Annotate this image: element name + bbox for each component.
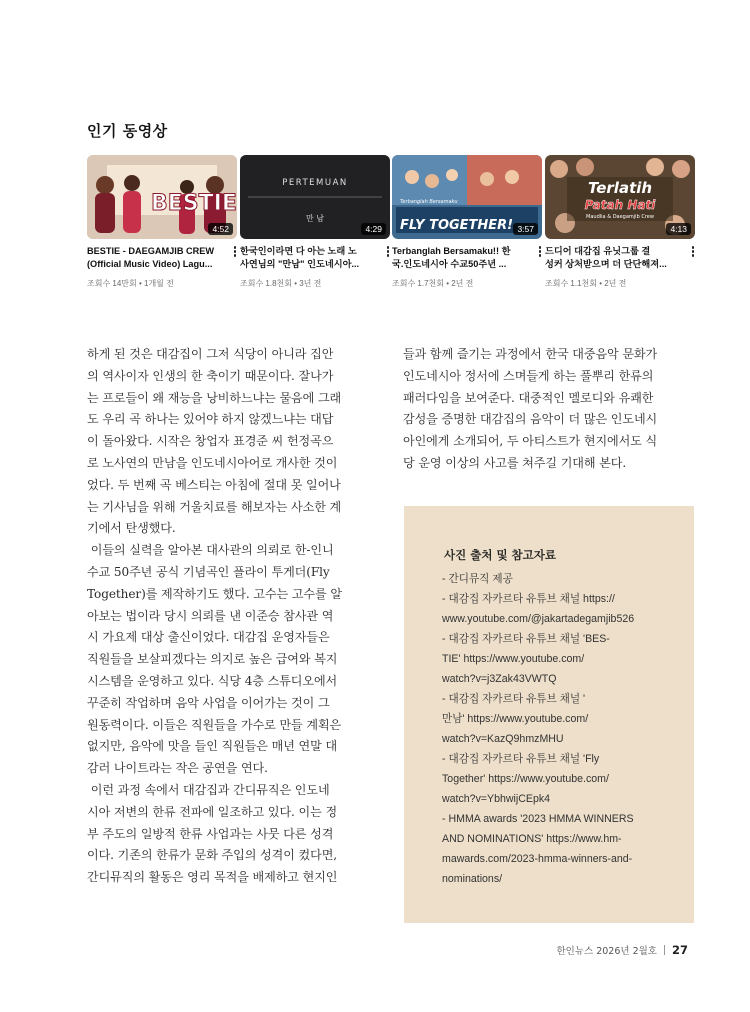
video-meta: 조회수 1.8천회 • 3년 전 xyxy=(240,279,322,288)
svg-text:BESTIE: BESTIE xyxy=(151,191,237,216)
article-column-right xyxy=(403,344,695,475)
more-vert-icon[interactable] xyxy=(233,246,237,258)
reference-link[interactable]: watch?v=KazQ9hmzMHU xyxy=(442,733,564,745)
svg-text:Terlatih: Terlatih xyxy=(587,179,653,197)
publication-name: 한인뉴스 2026년 2월호 xyxy=(556,946,657,957)
video-card[interactable] xyxy=(392,155,542,289)
page-footer xyxy=(556,943,688,957)
svg-text:FLY TOGETHER!: FLY TOGETHER! xyxy=(400,218,514,233)
body-text-line: 는 프로들이 왜 재능을 낭비하느냐는 물음에 그래 xyxy=(87,390,342,405)
reference-link[interactable]: 만남' https://www.youtube.com/ xyxy=(442,713,589,725)
body-text-line: 시스템을 운영하고 있다. 식당 4층 스튜디오에서 xyxy=(87,673,338,688)
body-text-line: Together)를 제작하기도 했다. 고수는 고수를 알 xyxy=(87,586,342,601)
body-text-line: 수교 50주년 공식 기념곡인 플라이 투게더(Fly xyxy=(87,564,330,579)
references-title: 사진 출처 및 참고자료 xyxy=(444,548,556,562)
reference-link[interactable]: Together' https://www.youtube.com/ xyxy=(442,773,609,785)
video-card[interactable] xyxy=(240,155,390,289)
reference-line: - 대감집 자카르타 유튜브 채널 'BES- xyxy=(442,633,610,645)
body-text-line: 로 노사연의 만남을 인도네시아어로 개사한 것이 xyxy=(87,455,338,470)
body-text-line: 하게 된 것은 대감집이 그저 식당이 아니라 집안 xyxy=(87,347,334,361)
reference-line: - 대감집 자카르타 유튜브 채널 ' xyxy=(442,693,586,705)
more-vert-icon[interactable] xyxy=(538,246,542,258)
duration-badge: 3:57 xyxy=(513,223,538,235)
svg-text:만 남: 만 남 xyxy=(306,214,324,223)
reference-link[interactable]: www.youtube.com/@jakartadegamjib526 xyxy=(442,613,635,625)
more-vert-icon[interactable] xyxy=(386,246,390,258)
section-title: 인기 동영상 xyxy=(87,122,168,140)
video-card[interactable] xyxy=(545,155,695,289)
video-title[interactable]: Terbanglah Bersamaku!! 한 국.인도네시아 수교50주년 ... xyxy=(392,246,511,269)
video-thumbnail[interactable] xyxy=(545,155,695,239)
reference-line: - 대감집 자카르타 유튜브 채널 'Fly xyxy=(442,753,600,765)
reference-line: - 대감집 자카르타 유튜브 채널 https:// xyxy=(442,593,615,605)
body-text-line: 없지만, 음악에 맛을 들인 직원들은 매년 연말 대 xyxy=(87,739,338,754)
body-text-line: 패러다임을 보여준다. 대중적인 멜로디와 유쾌한 xyxy=(403,390,654,405)
body-text-line: 시아 저변의 한류 전파에 일조하고 있다. 이는 정 xyxy=(87,804,338,819)
body-text-line: 이런 과정 속에서 대감집과 간디뮤직은 인도네 xyxy=(87,782,330,797)
reference-link[interactable]: mawards.com/2023-hmma-winners-and- xyxy=(442,853,633,865)
body-text-line: 부 주도의 일방적 한류 사업과는 사뭇 다른 성격 xyxy=(87,826,334,841)
body-text-line: 아인에게 소개되어, 두 아티스트가 현지에서도 식 xyxy=(403,434,658,449)
body-text-line: 인도네시아 정서에 스며들게 하는 풀뿌리 한류의 xyxy=(403,368,654,383)
body-text-line: 도 우리 곡 하나는 있어야 하지 않겠느냐는 대답 xyxy=(87,412,334,427)
reference-link[interactable]: watch?v=j3Zak43VWTQ xyxy=(442,673,557,685)
body-text-line: 당 운영 이상의 사고를 쳐주길 기대해 본다. xyxy=(403,455,627,470)
body-text-line: 었다. 두 번째 곡 베스티는 아침에 절대 못 일어나 xyxy=(87,477,341,492)
video-meta: 조회수 1.7천회 • 2년 전 xyxy=(392,279,474,288)
reference-link[interactable]: nominations/ xyxy=(442,873,503,885)
video-meta: 조회수 1.1천회 • 2년 전 xyxy=(545,279,627,288)
body-text-line: 들과 함께 즐기는 과정에서 한국 대중음악 문화가 xyxy=(403,347,658,361)
video-thumbnail[interactable] xyxy=(392,155,542,239)
reference-link[interactable]: watch?v=YbhwijCEpk4 xyxy=(442,793,551,805)
duration-badge: 4:13 xyxy=(666,223,691,235)
body-text-line: 기에서 탄생했다. xyxy=(87,521,176,536)
body-text-line: 원동력이다. 이들은 직원들을 가수로 만들 계획은 xyxy=(87,717,342,732)
popular-videos-row xyxy=(87,155,695,305)
video-title[interactable]: BESTIE - DAEGAMJIB CREW (Official Music Video) Lagu... xyxy=(87,246,215,269)
duration-badge: 4:29 xyxy=(361,223,386,235)
body-text-line: 직원들을 보살피겠다는 의지로 높은 급여와 복지 xyxy=(87,652,338,667)
duration-badge: 4:52 xyxy=(208,223,233,235)
video-meta: 조회수 14만회 • 1개월 전 xyxy=(87,279,174,288)
body-text-line: 는 기사님을 위해 거울치료를 해보자는 사소한 계 xyxy=(87,499,342,514)
video-title[interactable]: 드디어 대감집 유닛그룹 결 성커 상처받으며 더 단단해져... xyxy=(545,246,667,269)
video-thumbnail[interactable] xyxy=(87,155,237,239)
svg-text:Terbanglah Bersamaku: Terbanglah Bersamaku xyxy=(400,199,458,205)
svg-text:Patah Hati: Patah Hati xyxy=(584,198,656,212)
page-number: 27 xyxy=(671,943,688,957)
body-text-line: 감러 나이트라는 작은 공연을 연다. xyxy=(87,761,268,776)
body-text-line: 이다. 기존의 한류가 문화 주입의 성격이 컸다면, xyxy=(87,848,338,863)
reference-link[interactable]: TIE' https://www.youtube.com/ xyxy=(442,653,585,665)
body-text-line: 시 가요제 대상 출신이었다. 대감집 운영자들은 xyxy=(87,630,330,645)
references-list xyxy=(442,569,634,889)
footer-divider xyxy=(664,945,665,955)
video-thumbnail[interactable] xyxy=(240,155,390,239)
body-text-line: 의 역사이자 인생의 한 축이기 때문이다. 잘나가 xyxy=(87,368,334,383)
body-text-line: 간디뮤직의 활동은 영리 목적을 배제하고 현지인 xyxy=(87,870,338,885)
reference-line: - 간디뮤직 제공 xyxy=(442,573,513,585)
body-text-line: 감성을 증명한 대감집의 음악이 더 많은 인도네시 xyxy=(403,412,658,427)
body-text-line: 이 돌아왔다. 시작은 창업자 표경준 씨 헌정곡으 xyxy=(87,434,334,449)
body-text-line: 이들의 실력을 알아본 대사관의 의뢰로 한-인니 xyxy=(87,543,334,558)
svg-text:PERTEMUAN: PERTEMUAN xyxy=(282,178,348,188)
body-text-line: 아보는 법이라 당시 의뢰를 낸 이준승 참사관 역 xyxy=(87,608,334,623)
references-box xyxy=(404,506,694,923)
article-column-left xyxy=(87,344,379,889)
body-text-line: 꾸준히 작업하며 음악 사업을 이어가는 것이 그 xyxy=(87,695,330,710)
video-title[interactable]: 한국인이라면 다 아는 노래 노 사연님의 "만남" 인도네시아... xyxy=(240,246,360,269)
reference-link[interactable]: AND NOMINATIONS' https://www.hm- xyxy=(442,833,622,845)
svg-text:Maudlia & Daegamjib Crew: Maudlia & Daegamjib Crew xyxy=(586,214,654,220)
reference-line: - HMMA awards '2023 HMMA WINNERS xyxy=(442,813,634,825)
more-vert-icon[interactable] xyxy=(691,246,695,258)
video-card[interactable] xyxy=(87,155,237,289)
